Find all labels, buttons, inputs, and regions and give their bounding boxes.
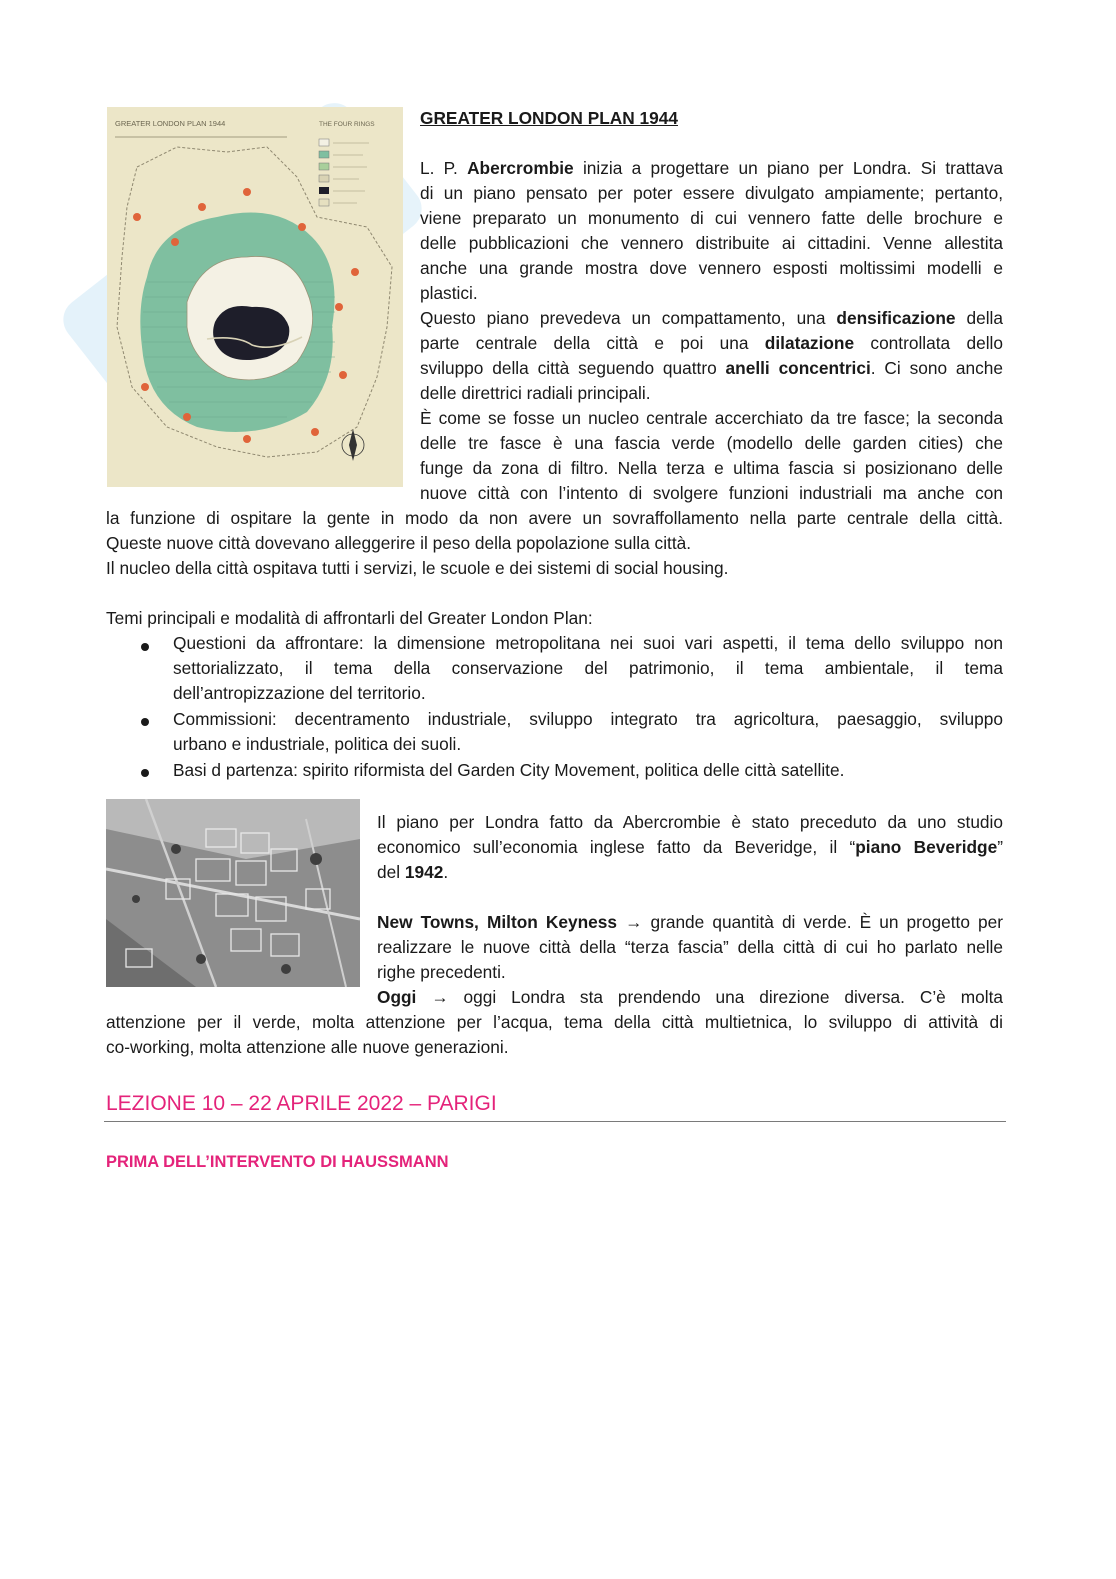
bullet-icon: [141, 643, 149, 651]
arrow-right-icon: →: [431, 987, 449, 1007]
section-subheading: PRIMA DELL’INTERVENTO DI HAUSSMANN: [106, 1153, 449, 1171]
map-caption: GREATER LONDON PLAN 1944: [115, 119, 226, 128]
document-page: GREATER LONDON PLAN 1944 THE FOUR RINGS GREATER LONDON PLAN 1944 L. P. Abercrombie inizia a progettare un piano per Londra. Si trattava di un piano pensato per poter essere divulgato ampiamente; pertanto, viene preparato un monumento di cui vennero fatte delle brochure e delle pubblicazioni che vennero distribuite ai cittadini. Venne allestita anche una grande mostra dove vennero esposti moltissimi modelli e plastici. Questo piano prevedeva un compattamento, una densificazione della parte centrale della città e poi una dilatazione controllata dello sviluppo della città seguendo quattro anelli concentrici. Ci sono anche delle direttrici radiali principali. È come se fosse un nucleo centrale accerchiato da tre fasce; la seconda delle tre fasce è una fascia verde (modello delle garden cities) che funge da zona di filtro. Nella terza e ultima fascia si posizionano delle nuove città con l’intento di svolgere funzioni industriali ma anche con la funzione di ospitare la gente in modo da non avere un sovraffollamento nella parte centrale della città. Queste nuove città dovevano alleggerire il peso della popolazione sulla città. Il nucleo della città ospitava tutti i servizi, le scuole e dei sistemi di social housing. Temi principali e modalità di affrontarli del Greater London Plan: Questioni da affrontare: la dimensione metropolitana nei suoi vari aspetti, il tema dello sviluppo non settorializzato, il tema della conservazione del patrimonio, il tema ambientale, il tema dell’antropizzazione del territorio. Commissioni: decentramento industriale, sviluppo integrato tra agricoltura, paesaggio, sviluppo urbano e industriale, politica dei suoli. Basi d partenza: spirito riformista del Garden City Movement, politica delle città satellite. Il piano per Londra fatto da Abercrombie è stato preceduto da uno studio economico sull’economia inglese fatto da Beveridge, il “piano Beveridge” del 1942. New Towns, Milton Keyness → grande quantità di verde. È un progetto per realizzare le nuove città della “terza fascia” della città di cui ho parlato nelle righe precedenti. Oggi → oggi Londra sta prendendo una direzione diversa. C’è molta attenzione per il verde, molta attenzione per l’acqua, tema della città multietnica, lo sviluppo di attività di co-working, molta attenzione alle nuove generazioni. LEZIONE 10 – 22 APRILE 2022 – PARIGI PRIMA DELL’INTERVENTO DI HAUSSMANN: [0, 0, 1116, 1579]
themes-intro: Temi principali e modalità di affrontarli del Greater London Plan:: [106, 608, 593, 628]
greater-london-plan-map-image: [107, 107, 403, 487]
lesson-heading: LEZIONE 10 – 22 APRILE 2022 – PARIGI: [106, 1092, 497, 1115]
milton-keynes-aerial-photo: [106, 799, 360, 987]
bullet-icon: [141, 769, 149, 777]
section-title: GREATER LONDON PLAN 1944: [420, 108, 678, 128]
arrow-right-icon: →: [625, 912, 643, 932]
map-legend-title: THE FOUR RINGS: [319, 121, 375, 128]
bullet-icon: [141, 718, 149, 726]
heading-divider: [104, 1121, 1006, 1122]
